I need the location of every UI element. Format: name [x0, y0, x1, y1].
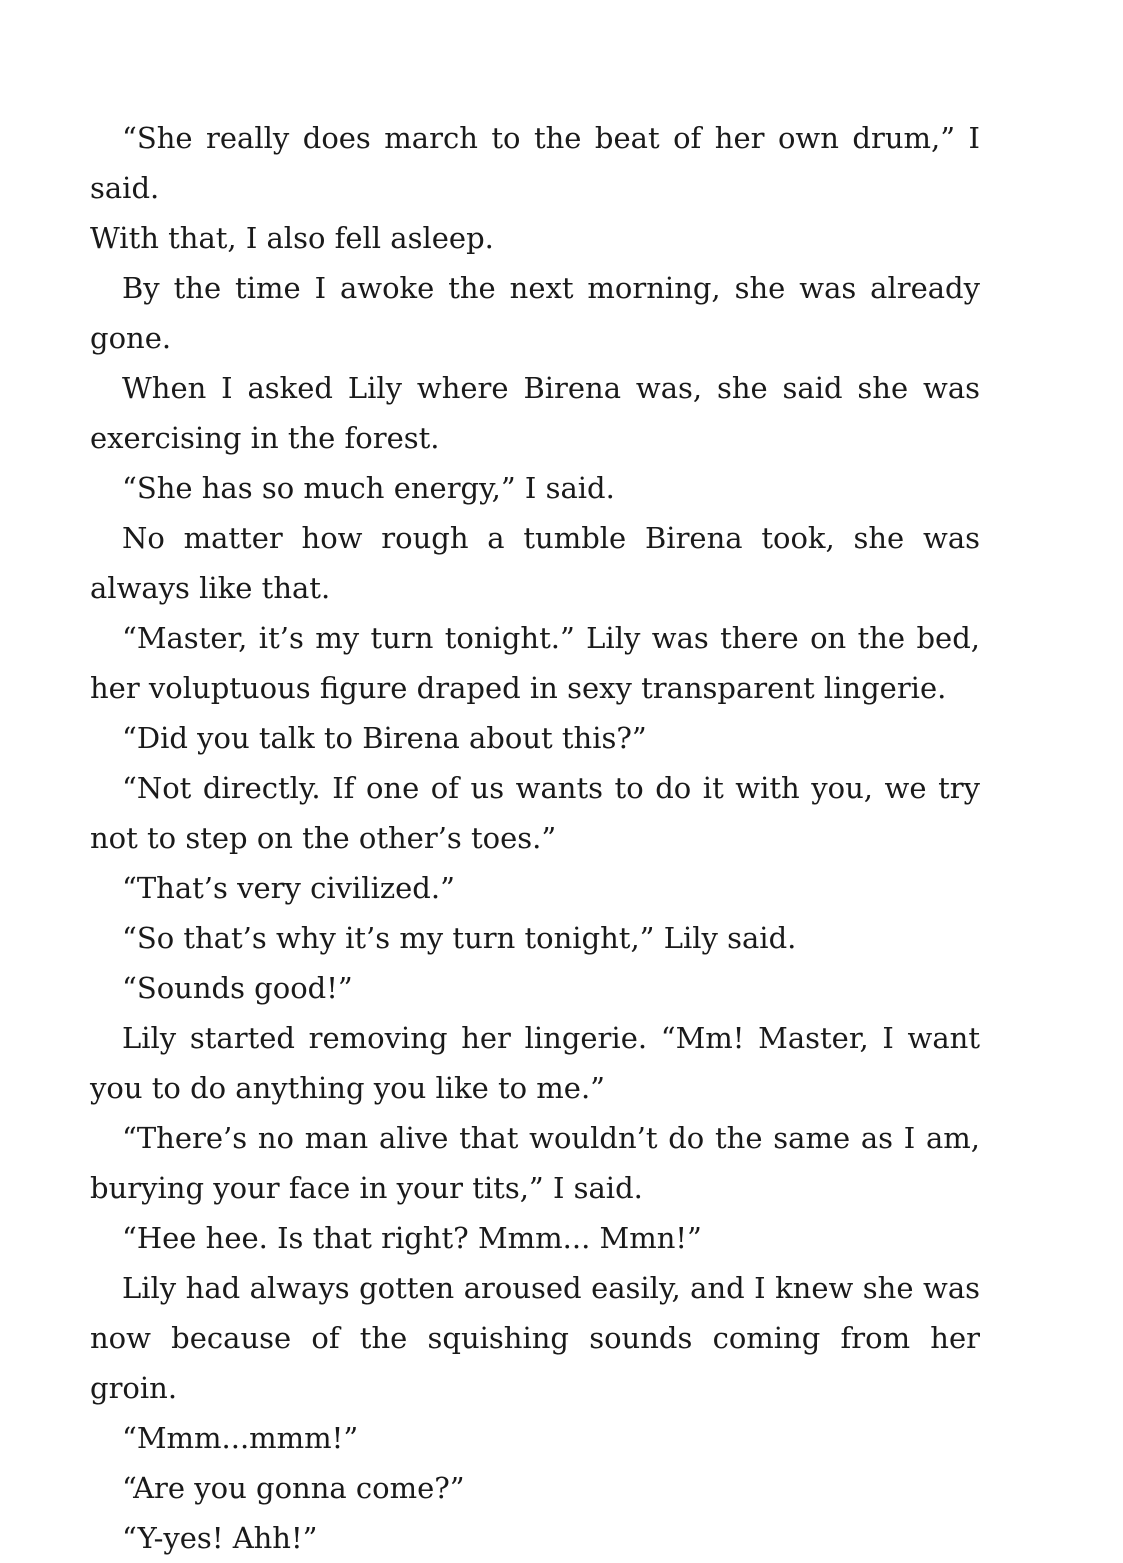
paragraph: “That’s very civilized.” [122, 871, 455, 905]
paragraph: “Are you gonna come?” [122, 1471, 465, 1505]
paragraph: No matter how rough a tumble Birena took, she was always like that. [90, 521, 980, 605]
paragraph: “Did you talk to Birena about this?” [122, 721, 647, 755]
paragraph: “Hee hee. Is that right? Mmm... Mmn!” [122, 1221, 702, 1255]
paragraph: “Y-yes! Ahh!” [122, 1521, 318, 1555]
paragraph: With that, I also fell asleep. [90, 221, 494, 255]
paragraph: “Mmm...mmm!” [122, 1421, 359, 1455]
paragraph: “Master, it’s my turn tonight.” Lily was there on the bed, her voluptuous figure draped in sexy transparent lingerie. [90, 621, 980, 705]
paragraph: “Not directly. If one of us wants to do it with you, we try not to step on the other’s toes.” [90, 771, 980, 855]
paragraph: When I asked Lily where Birena was, she said she was exercising in the forest. [90, 371, 980, 455]
paragraph: “She really does march to the beat of her own drum,” I said. [90, 121, 980, 205]
paragraph: “There’s no man alive that wouldn’t do the same as I am, burying your face in your tits,” I said. [90, 1121, 980, 1205]
paragraph: “She has so much energy,” I said. [122, 471, 615, 505]
paragraph: Lily had always gotten aroused easily, and I knew she was now because of the squishing sounds coming from her groin. [90, 1271, 980, 1405]
paragraph: By the time I awoke the next morning, she was already gone. [90, 271, 980, 355]
paragraph: “So that’s why it’s my turn tonight,” Lily said. [122, 921, 797, 955]
page-text [90, 113, 980, 1563]
paragraph: Lily started removing her lingerie. “Mm! Master, I want you to do anything you like to me.” [90, 1021, 980, 1105]
paragraph: “Sounds good!” [122, 971, 353, 1005]
